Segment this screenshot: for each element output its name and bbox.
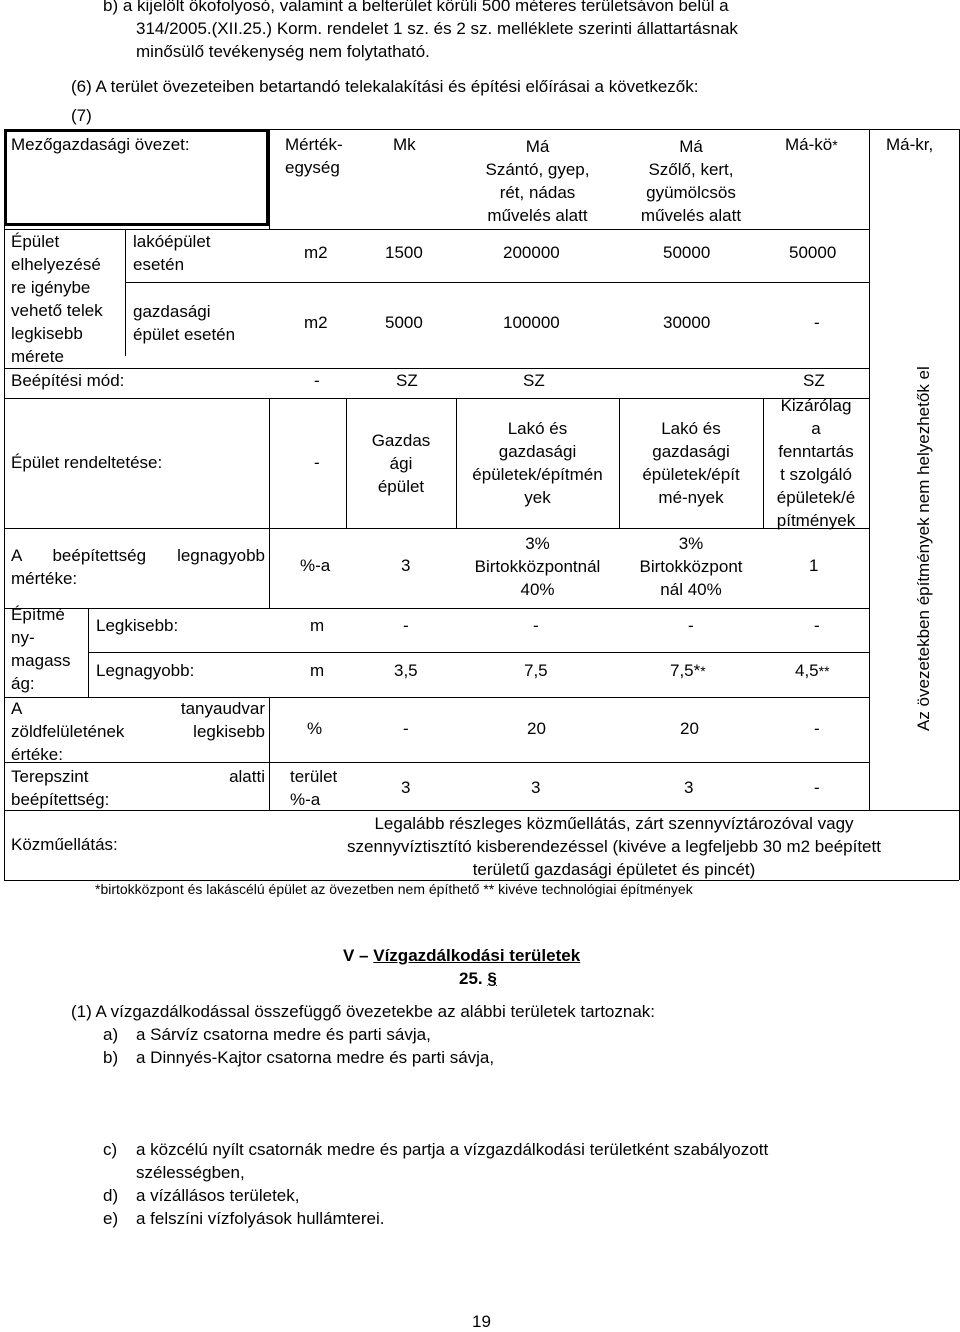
coverage-label: A beépítettség legnagyobb mértéke: [11, 546, 265, 588]
item-a-mark: a) [103, 1025, 119, 1044]
item-c-text-cont: szélességben, [136, 1163, 245, 1182]
item-d-text: a vízállásos területek, [136, 1186, 300, 1205]
utilities-text: Legalább részleges közműellátás, zárt szennyvíztározóval vagy szennyvíztisztító kisberendezéssel (kivéve a legfeljebb 30 m2 beépített területű gazdasági épületet és pincét) [347, 814, 881, 879]
coverage-ma2: 3% Birtokközpont nál 40% [639, 534, 743, 599]
coverage-unit: %-a [300, 556, 331, 575]
item-e-mark: e) [103, 1209, 119, 1228]
item-c-text: a közcélú nyílt csatornák medre és partja a vízgazdálkodási területként szabályozott [136, 1140, 769, 1159]
coverage-ma1: 3% Birtokközpontnál 40% [474, 534, 601, 599]
ma1-header: Má Szántó, gyep, rét, nádas művelés alatt [485, 137, 590, 225]
plot-size-label: Épület elhelyezésé re igénybe vehető telek legkisebb mérete [11, 232, 103, 366]
building-mode-unit: - [314, 371, 320, 390]
underground-mako: - [814, 778, 820, 797]
height-min-label: Legkisebb: [96, 616, 179, 635]
coverage-mako: 1 [809, 556, 819, 575]
purpose-ma2: Lakó és gazdasági épületek/épít mé-nyek [642, 419, 740, 507]
eco-ma1: 100000 [503, 313, 560, 332]
res-unit: m2 [304, 243, 328, 262]
underground-mk: 3 [401, 778, 411, 797]
makr-header: Má-kr, [886, 135, 934, 154]
page-number: 19 [472, 1312, 491, 1331]
building-mode-ma1: SZ [523, 371, 545, 390]
item-c-mark: c) [103, 1140, 118, 1159]
height-max-mk: 3,5 [394, 661, 418, 680]
intro-b-line3: minősülő tevékenység nem folytatható. [136, 42, 430, 61]
eco-ma2: 30000 [663, 313, 711, 332]
item-a-text: a Sárvíz csatorna medre és parti sávja, [136, 1025, 431, 1044]
table-footnote: *birtokközpont és lakáscélú épület az övezetben nem építhető ** kivéve technológiai építmények [95, 881, 693, 897]
residential-label: lakóépület esetén [133, 232, 211, 274]
intro-b-line2: 314/2005.(XII.25.) Korm. rendelet 1 sz. és 2 sz. melléklete szerinti állattartásnak [136, 19, 738, 38]
height-min-mk: - [403, 616, 409, 635]
item-b-text: a Dinnyés-Kajtor csatorna medre és parti sávja, [136, 1048, 495, 1067]
economic-label: gazdasági épület esetén [133, 302, 236, 344]
purpose-mako: Kizárólag a fenntartás t szolgáló épületek/é pítmények [776, 396, 856, 530]
green-ma2: 20 [680, 719, 699, 738]
eco-mako: - [814, 313, 820, 332]
zone-header: Mezőgazdasági övezet: [11, 135, 190, 154]
item-e-text: a felszíni vízfolyások hullámterei. [136, 1209, 385, 1228]
item-d-mark: d) [103, 1186, 119, 1205]
underground-ma2: 3 [684, 778, 694, 797]
height-min-ma1: - [533, 616, 539, 635]
res-mk: 1500 [385, 243, 423, 262]
underground-ma1: 3 [531, 778, 541, 797]
res-mako: 50000 [789, 243, 837, 262]
height-min-ma2: - [688, 616, 694, 635]
unit-header-1: Mérték- [285, 135, 343, 154]
unit-header-2: egység [285, 158, 340, 177]
green-mk: - [403, 719, 409, 738]
height-max-mako: 4,5** [795, 661, 830, 680]
mk-header: Mk [393, 135, 416, 154]
section-title: V – Vízgazdálkodási területek [343, 946, 581, 965]
paragraph-6: (6) A terület övezeteiben betartandó telekalakítási és építési előírásai a következők: [71, 77, 699, 96]
height-max-unit: m [310, 661, 325, 680]
green-ma1: 20 [527, 719, 546, 738]
section-p1: (1) A vízgazdálkodással összefüggő övezetekbe az alábbi területek tartoznak: [71, 1002, 656, 1021]
height-label: Építmé ny- magass ág: [11, 605, 71, 693]
intro-b-line1: b) a kijelölt ökofolyosó, valamint a belterület körüli 500 méteres területsávon belül a [103, 0, 729, 15]
height-max-ma2: 7,5** [670, 661, 706, 680]
ma2-header: Má Szőlő, kert, gyümölcsös művelés alatt [640, 137, 742, 225]
coverage-mk: 3 [401, 556, 411, 575]
vertical-note: Az övezetekben építmények nem helyezhetők el [914, 366, 933, 731]
building-mode-label: Beépítési mód: [11, 371, 125, 390]
res-ma1: 200000 [503, 243, 560, 262]
item-b-mark: b) [103, 1048, 119, 1067]
underground-label: Terepszint alatti beépítettség: [11, 767, 265, 809]
eco-mk: 5000 [385, 313, 423, 332]
res-ma2: 50000 [663, 243, 711, 262]
purpose-ma1: Lakó és gazdasági épületek/építmén yek [472, 419, 603, 507]
height-min-unit: m [310, 616, 325, 635]
mako-header: Má-kö* [785, 135, 838, 154]
green-label: A tanyaudvar zöldfelületének legkisebb értéke: [11, 699, 265, 764]
section-paragraph-number: 25. § [459, 969, 497, 988]
utilities-label: Közműellátás: [11, 835, 118, 854]
underground-unit: terület %-a [290, 767, 338, 809]
height-max-label: Legnagyobb: [96, 661, 195, 680]
building-mode-mako: SZ [803, 371, 825, 390]
purpose-mk: Gazdas ági épület [371, 431, 431, 496]
green-unit: % [307, 719, 323, 738]
purpose-unit: - [314, 453, 320, 472]
height-min-mako: - [814, 616, 820, 635]
building-mode-mk: SZ [396, 371, 418, 390]
height-max-ma1: 7,5 [524, 661, 548, 680]
paragraph-7: (7) [71, 106, 92, 125]
purpose-label: Épület rendeltetése: [11, 453, 163, 472]
eco-unit: m2 [304, 313, 328, 332]
green-mako: - [814, 719, 820, 738]
